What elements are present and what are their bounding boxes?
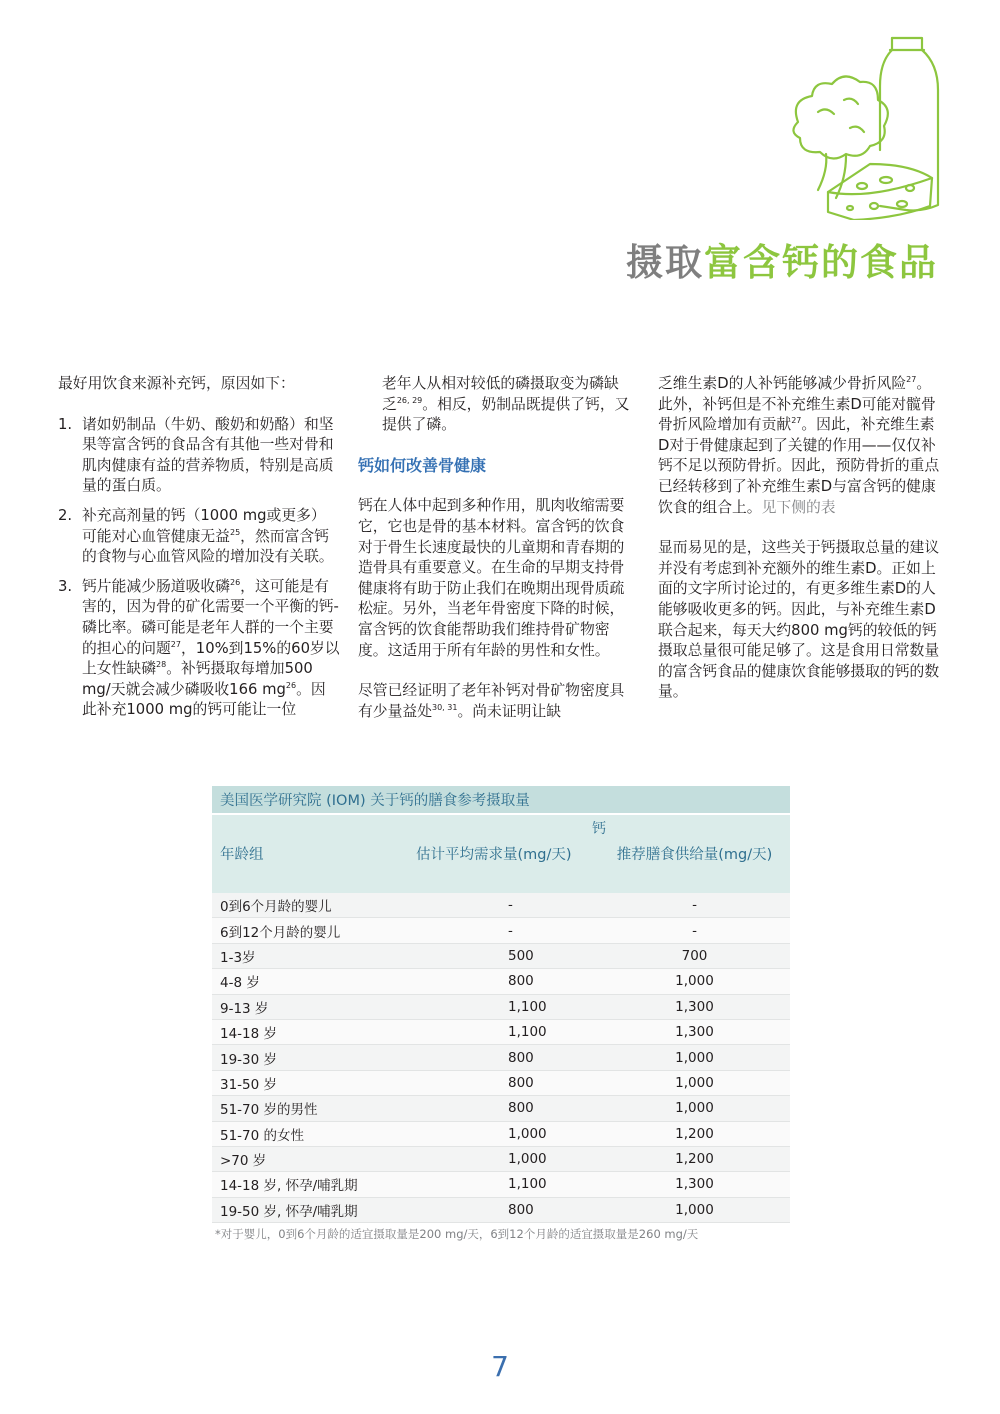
see-below-link[interactable]: 见下侧的表 <box>761 498 836 516</box>
reference-number: 26 <box>229 577 241 587</box>
table-row <box>212 1197 790 1222</box>
rda-value-cell: - <box>599 918 790 943</box>
table-group-header: 钙 <box>408 814 790 840</box>
body-paragraph: 乏维生素D的人补钙能够减少骨折风险$^{27}$。此外，补钙但是不补充维生素D可能对髋骨骨折风险增加有贡献$^{27}$。因此，补充维生素D对于骨健康起到了关键的作用——仅仅补钙不足以预防骨折。因此，预防骨折的重点已经转移到了补充维生素D与富含钙的健康饮食的组合上。见下侧的表 <box>658 375 940 516</box>
page-number: 7 <box>491 1350 509 1383</box>
age-group-cell: 31-50 岁 <box>212 1070 408 1095</box>
ear-value-cell: 800 <box>408 1070 599 1095</box>
calcium-intake-table <box>212 786 790 1223</box>
age-group-cell: 9-13 岁 <box>212 994 408 1019</box>
rda-value-cell: 1,300 <box>599 1019 790 1044</box>
ear-value-cell: 500 <box>408 943 599 968</box>
list-text: 钙片能减少肠道吸收磷$^{26}$，这可能是有害的，因为骨的矿化需要一个平衡的钙-磷比率。磷可能是老年人群的一个主要的担心的问题$^{27}$，10%到15%的60岁以上女性缺磷$^{28}$。补钙摄取每增加500 mg/天就会减少磷吸收166 $mg^{26}$。因此补充1000 mg的钙可能让一位 <box>82 577 340 719</box>
reference-number: 27 <box>791 416 802 426</box>
reference-number: 26 <box>285 680 297 690</box>
intro-paragraph: 最好用饮食来源补充钙，原因如下： <box>58 375 295 392</box>
rda-value-cell: 1,300 <box>599 1172 790 1197</box>
list-number: 2. <box>58 506 73 524</box>
age-group-cell: 4-8 岁 <box>212 969 408 994</box>
ear-value-cell: 800 <box>408 1045 599 1070</box>
body-paragraph: 显而易见的是，这些关于钙摄取总量的建议并没有考虑到补充额外的维生素D。正如上面的文字所讨论过的，有更多维生素D的人能够吸收更多的钙。因此，与补充维生素D联合起来，每天大约800 mg钙的较低的钙摄取总量很可能足够了。这是食用日常数量的富含钙食品的健康饮食能够摄取的钙的数量。 <box>658 539 940 701</box>
ear-value-cell: 1,100 <box>408 1019 599 1044</box>
table-row <box>212 1019 790 1044</box>
rda-value-cell: 1,000 <box>599 969 790 994</box>
table-header-age: 年龄组 <box>212 840 408 893</box>
ear-value-cell: 800 <box>408 969 599 994</box>
rda-value-cell: - <box>599 893 790 918</box>
title-part-1: 摄取 <box>626 241 704 284</box>
reference-number: 25 <box>229 527 241 537</box>
list-text: 诸如奶制品（牛奶、酸奶和奶酪）和坚果等富含钙的食品含有其他一些对骨和肌肉健康有益的营养物质，特别是高质量的蛋白质。 <box>82 415 334 495</box>
rda-value-cell: 1,000 <box>599 1045 790 1070</box>
ear-value-cell: - <box>408 918 599 943</box>
table-row <box>212 994 790 1019</box>
list-number: 1. <box>58 415 73 433</box>
reference-number: 30, 31 <box>432 702 458 712</box>
list-item <box>58 415 340 497</box>
ear-value-cell: 1,000 <box>408 1146 599 1171</box>
list-item <box>58 506 340 568</box>
age-group-cell: 19-30 岁 <box>212 1045 408 1070</box>
table-row <box>212 1172 790 1197</box>
table-row <box>212 893 790 918</box>
age-group-cell: 6到12个月龄的婴儿 <box>212 918 408 943</box>
rda-value-cell: 1,200 <box>599 1146 790 1171</box>
table-row <box>212 1070 790 1095</box>
table-row <box>212 943 790 968</box>
table-row <box>212 1096 790 1121</box>
table-header-ear: 估计平均需求量(mg/天) <box>408 840 599 893</box>
ear-value-cell: 1,100 <box>408 994 599 1019</box>
ear-value-cell: 800 <box>408 1096 599 1121</box>
table-row <box>212 969 790 994</box>
reference-number: 27 <box>170 639 181 649</box>
body-paragraph: 尽管已经证明了老年补钙对骨矿物密度具有少量益处$^{30, 31}$。尚未证明让缺 <box>358 682 625 720</box>
age-group-cell: 19-50 岁, 怀孕/哺乳期 <box>212 1197 408 1222</box>
page-title <box>626 232 938 286</box>
list-text: 补充高剂量的钙（1000 mg或更多）可能对心血管健康无益$^{25}$，然而富含钙的食物与心血管风险的增加没有关联。 <box>82 506 334 566</box>
rda-value-cell: 1,000 <box>599 1096 790 1121</box>
reference-number: 28 <box>156 660 167 670</box>
section-heading: 钙如何改善骨健康 <box>358 455 487 475</box>
text-column-2 <box>358 374 633 722</box>
rda-value-cell: 1,000 <box>599 1070 790 1095</box>
table-row <box>212 1121 790 1146</box>
age-group-cell: 14-18 岁, 怀孕/哺乳期 <box>212 1172 408 1197</box>
table-caption: 美国医学研究院 (IOM) 关于钙的膳食参考摄取量 <box>212 786 790 814</box>
reference-number: 26, 29 <box>396 395 423 405</box>
list-number: 3. <box>58 577 73 595</box>
list-item <box>58 577 340 721</box>
table-header-rda: 推荐膳食供给量(mg/天) <box>599 840 790 893</box>
age-group-cell: 14-18 岁 <box>212 1019 408 1044</box>
reference-number: 27 <box>906 375 917 384</box>
rda-value-cell: 700 <box>599 943 790 968</box>
rda-value-cell: 1,200 <box>599 1121 790 1146</box>
body-paragraph: 钙在人体中起到多种作用，肌肉收缩需要它，它也是骨的基本材料。富含钙的饮食对于骨生长速度最快的儿童期和青春期的造骨具有重要意义。在生命的早期支持骨健康将有助于防止我们在晚期出现骨质疏松症。另外，当老年骨密度下降的时候，富含钙的饮食能帮助我们维持骨矿物密度。这适用于所有年龄的男性和女性。 <box>358 497 625 659</box>
rda-value-cell: 1,000 <box>599 1197 790 1222</box>
table-footnote: *对于婴儿，0到6个月龄的适宜摄取量是200 mg/天，6到12个月龄的适宜摄取量是260 mg/天 <box>215 1227 699 1241</box>
ear-value-cell: 800 <box>408 1197 599 1222</box>
title-part-2: 富含钙的食品 <box>704 241 938 284</box>
table-row <box>212 918 790 943</box>
ear-value-cell: - <box>408 893 599 918</box>
continued-paragraph: 老年人从相对较低的磷摄取变为磷缺乏$^{26, 29}$。相反，奶制品既提供了钙，又提供了磷。 <box>382 375 630 434</box>
dairy-food-illustration <box>770 30 950 220</box>
text-column-1 <box>58 374 340 730</box>
age-group-cell: 0到6个月龄的婴儿 <box>212 893 408 918</box>
age-group-cell: 51-70 的女性 <box>212 1121 408 1146</box>
text-column-3 <box>658 374 943 703</box>
age-group-cell: 51-70 岁的男性 <box>212 1096 408 1121</box>
age-group-cell: 1-3岁 <box>212 943 408 968</box>
table-row <box>212 1045 790 1070</box>
table-row <box>212 1146 790 1171</box>
rda-value-cell: 1,300 <box>599 994 790 1019</box>
ear-value-cell: 1,100 <box>408 1172 599 1197</box>
ear-value-cell: 1,000 <box>408 1121 599 1146</box>
age-group-cell: >70 岁 <box>212 1146 408 1171</box>
